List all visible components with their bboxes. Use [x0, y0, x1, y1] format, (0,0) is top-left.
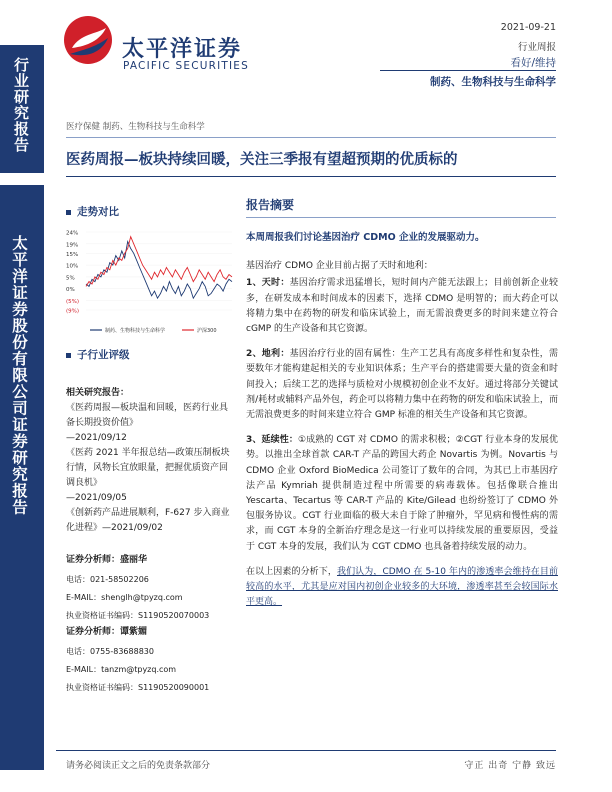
logo-english-name: PACIFIC SECURITIES	[123, 60, 250, 72]
y-tick-label: (5%)	[66, 299, 80, 306]
square-bullet-icon	[66, 210, 71, 215]
summary-point-2	[246, 347, 558, 423]
summary-lead: 本周周报我们讨论基因治疗 CDMO 企业的发展驱动力。	[246, 232, 485, 243]
logo-chinese-name: 太平洋证券	[122, 37, 243, 62]
related-item[interactable]: 《医药 2021 半年报总结—政策压制板块行情，风物长宜放眼量，把握优质资产回调良机》	[66, 448, 230, 488]
y-tick-label: 0%	[66, 287, 75, 294]
square-bullet-icon	[66, 353, 71, 358]
y-tick-label: 24%	[66, 230, 79, 237]
analyst-phone: 电话：0755-83688830	[66, 647, 154, 656]
conclusion-prefix: 在以上因素的分析下，	[246, 566, 337, 577]
analyst-line	[66, 553, 230, 568]
sector-name: 制药、生物科技与生命科学	[430, 76, 556, 88]
related-item[interactable]: 《医药周报—板块温和回暖，医药行业具备长期投资价值》	[66, 403, 229, 428]
analyst-cert: 执业资格证书编码：S1190520090001	[66, 683, 210, 692]
related-item[interactable]: 《创新药产品进展顺利，F-627 步入商业化进程》—2021/09/02	[66, 508, 230, 533]
rating-stance: 看好/维持	[510, 57, 556, 69]
analyst-name: 盛丽华	[120, 555, 148, 565]
point-label: 3、延续性：	[246, 435, 298, 446]
y-tick-label: 19%	[66, 242, 79, 249]
header-divider	[380, 70, 556, 71]
analyst-email[interactable]: E-MAIL：shenglh@tpyzq.com	[66, 593, 183, 602]
related-item: —2021/09/12	[66, 433, 127, 443]
point-text: 基因治疗需求迅猛增长，短时间内产能无法跟上；目前创新企业较多，在研发成本和时间成本的因素下，选择 CDMO 是明智的；而大药企可以将精力集中在药物的研发和临床试验上，而无需浪费更多的时间来建立符合 cGMP 的生产设备和其它资源。	[246, 278, 558, 335]
series-line-1	[86, 237, 232, 287]
report-type: 行业周报	[517, 42, 556, 53]
y-tick-label: (9%)	[66, 308, 80, 315]
analyst-email[interactable]: E-MAIL：tanzm@tpyzq.com	[66, 665, 177, 674]
related-label: 相关研究报告：	[66, 388, 130, 398]
sidebar-bottom-text: 太平洋证券股份有限公司证券研究报告	[10, 235, 30, 516]
analyst-phone: 电话：021-58502206	[66, 575, 149, 584]
summary-point-1	[246, 276, 558, 337]
sidebar-top-text: 行业研究报告	[12, 57, 30, 153]
trend-heading-text: 走势对比	[77, 206, 119, 218]
point-text: ①成熟的 CGT 对 CDMO 的需求积极；②CGT 行业本身的发展优势。以推出全球首款 CAR-T 产品的跨国大药企 Novartis 为例。Novartis 与 CDMO 企业 Oxford BioMedica 公司签订了数年的合同，为其已上市基因疗法产品 Kymriah 提供制造过程中所需要的病毒载体。包括像联合推出 Yescarta、Tecartus 等 CAR-T 产品的 Kite/Gilead 也纷纷签订了 CDMO 外包服务协议。CGT 行业面临的极大未自于除了肿瘤外，罕见病和慢性病的需求，而 CGT 本身的全新治疗理念是这一行业可以持续发展的重要原因，受益于 CGT 本身的发展，我们认为 CGT CDMO 也具备着持续发展的动力。	[246, 435, 558, 552]
trend-heading	[66, 204, 119, 219]
summary-divider	[246, 217, 556, 218]
point-text: 基因治疗行业的固有属性：生产工艺具有高度多样性和复杂性，需要数年才能构建起相关的专业知识体系；生产平台的搭建需要大量的资金和时间投入；后续工艺的选择与质检对小规模初创企业不友好。通过将部分关键试剂/耗材或辅料产品外包，药企可以将精力集中在药物的研发和临床试验上，而无需浪费更多的时间来建立符合 GMP 标准的相关生产设备和其它资源。	[246, 349, 558, 421]
breadcrumb-divider	[66, 137, 556, 138]
breadcrumb: 医疗保健 制药、生物科技与生命科学	[66, 122, 205, 132]
related-item: —2021/09/05	[66, 493, 127, 503]
rating-heading-text: 子行业评级	[77, 349, 130, 361]
summary-conclusion	[246, 565, 558, 611]
page-title: 医药周报—板块持续回暖，关注三季报有望超预期的优质标的	[66, 151, 458, 168]
analyst-name: 谭紫媚	[120, 627, 148, 637]
analyst-label: 证券分析师：	[66, 627, 121, 637]
y-tick-label: 5%	[66, 275, 75, 282]
point-label: 1、天时：	[246, 278, 290, 289]
series-line-0	[86, 242, 232, 299]
trend-chart	[66, 226, 236, 344]
footer-motto: 守正 出奇 宁静 致远	[464, 761, 556, 771]
analyst-2	[66, 625, 230, 695]
y-tick-label: 15%	[66, 251, 79, 258]
footer-disclaimer: 请务必阅读正文之后的免责条款部分	[66, 761, 211, 771]
analyst-line	[66, 625, 230, 640]
analyst-label: 证券分析师：	[66, 555, 121, 565]
point-label: 2、地利：	[246, 349, 290, 360]
title-divider	[66, 176, 556, 177]
sidebar-top-band	[0, 45, 44, 173]
conclusion-highlight: 我们认为，CDMO 在 5-10 年内的渗透率会维持在目前较高的水平，尤其是应对国内初创企业较多的大环境，渗透率甚至会较国际水平更高。	[246, 566, 558, 608]
summary-point-3	[246, 433, 558, 555]
legend-label: 制药、生物科技与生命科学	[105, 328, 166, 334]
pacific-securities-logo-icon	[62, 14, 114, 66]
summary-heading: 报告摘要	[246, 198, 295, 212]
legend-label: 沪深300	[197, 328, 217, 334]
analyst-cert: 执业资格证书编码：S1190520070003	[66, 611, 210, 620]
y-tick-label: 10%	[66, 263, 79, 270]
footer-divider	[56, 750, 556, 751]
analyst-1	[66, 553, 230, 623]
summary-body	[246, 230, 558, 620]
sidebar-bottom-band	[0, 185, 44, 770]
summary-intro: 基因治疗 CDMO 企业目前占据了天时和地利：	[246, 261, 433, 272]
related-reports	[66, 386, 230, 536]
report-date: 2021-09-21	[500, 22, 556, 33]
rating-heading	[66, 347, 130, 362]
